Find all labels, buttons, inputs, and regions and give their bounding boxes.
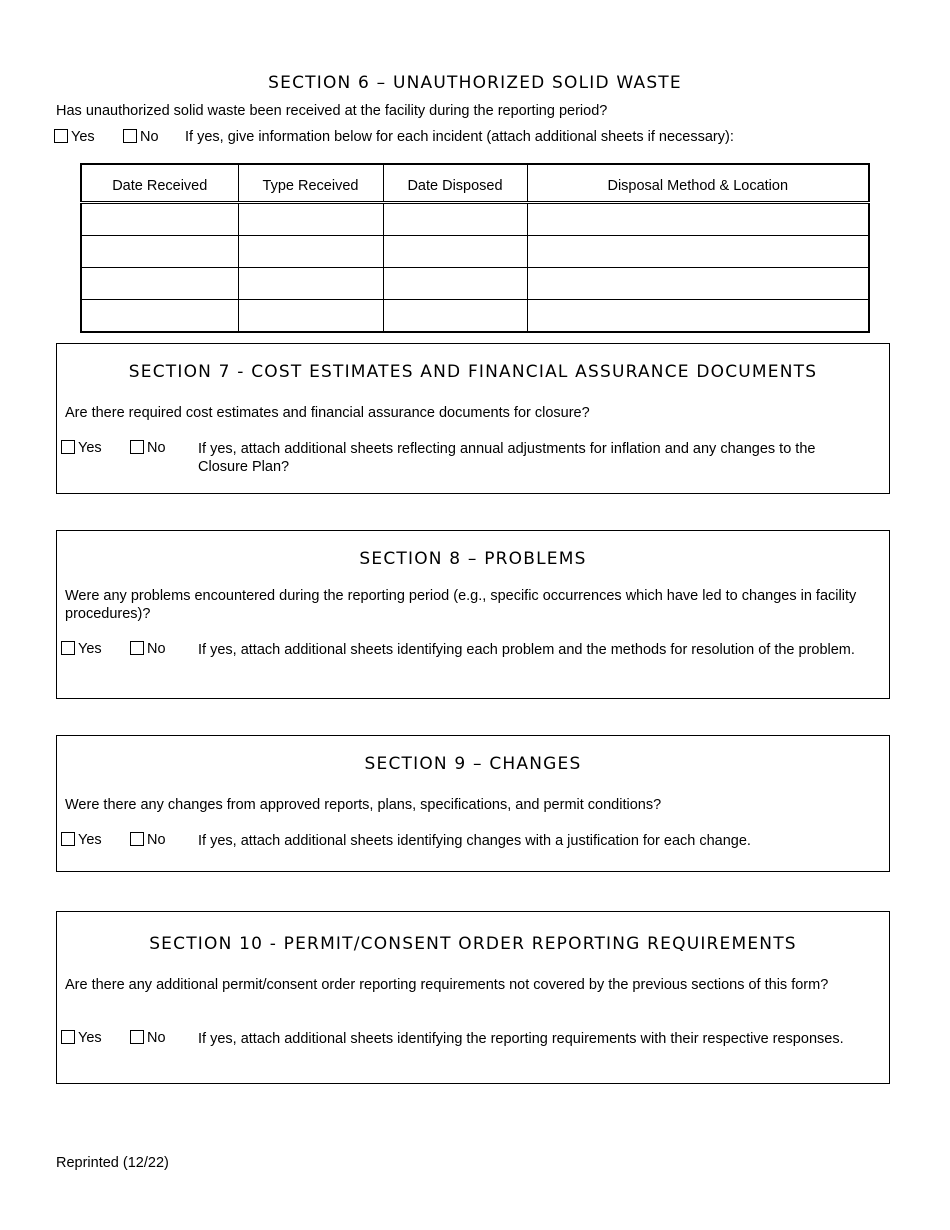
- section7-yes-option[interactable]: [61, 440, 102, 456]
- section9-note: If yes, attach additional sheets identifying changes with a justification for each change.: [198, 833, 751, 849]
- section8-yes-checkbox[interactable]: [61, 641, 75, 655]
- section7-yes-label: Yes: [78, 440, 102, 456]
- table-cell[interactable]: [527, 268, 869, 300]
- incident-table: [80, 163, 870, 333]
- section9-box: [56, 735, 890, 872]
- section9-question: Were there any changes from approved reports, plans, specifications, and permit conditions?: [65, 797, 662, 813]
- section7-no-option[interactable]: [130, 440, 166, 456]
- table-cell[interactable]: [383, 300, 527, 333]
- section10-yes-label: Yes: [78, 1030, 102, 1046]
- section8-yes-label: Yes: [78, 641, 102, 657]
- table-cell[interactable]: [238, 236, 383, 268]
- section8-no-option[interactable]: [130, 641, 166, 657]
- section6-no-checkbox[interactable]: [123, 129, 137, 143]
- section7-yes-checkbox[interactable]: [61, 440, 75, 454]
- section6-yes-label: Yes: [71, 129, 95, 145]
- table-row: [81, 268, 869, 300]
- section10-no-label: No: [147, 1030, 166, 1046]
- section9-no-label: No: [147, 832, 166, 848]
- table-cell[interactable]: [527, 236, 869, 268]
- section10-no-checkbox[interactable]: [130, 1030, 144, 1044]
- section9-title: SECTION 9 – CHANGES: [364, 754, 582, 774]
- section9-yes-option[interactable]: [61, 832, 102, 848]
- table-row: [81, 203, 869, 236]
- section6-note: If yes, give information below for each incident (attach additional sheets if necessary):: [185, 129, 734, 145]
- section9-no-option[interactable]: [130, 832, 166, 848]
- table-cell[interactable]: [81, 236, 238, 268]
- section6-no-label: No: [140, 129, 159, 145]
- section9-yes-checkbox[interactable]: [61, 832, 75, 846]
- column-header: Date Received: [81, 164, 238, 203]
- section9-yes-label: Yes: [78, 832, 102, 848]
- section8-question: Were any problems encountered during the reporting period (e.g., specific occurrences which have led to changes in facility procedures)?: [65, 588, 857, 622]
- table-cell[interactable]: [527, 300, 869, 333]
- section6-yes-option[interactable]: [54, 129, 95, 145]
- section6-title: SECTION 6 – UNAUTHORIZED SOLID WASTE: [268, 73, 682, 93]
- section10-yes-checkbox[interactable]: [61, 1030, 75, 1044]
- table-row: [81, 300, 869, 333]
- section10-note: If yes, attach additional sheets identifying the reporting requirements with their respective responses.: [198, 1031, 844, 1047]
- section8-note: If yes, attach additional sheets identifying each problem and the methods for resolution of the problem.: [198, 642, 855, 658]
- table-cell[interactable]: [383, 203, 527, 236]
- table-cell[interactable]: [81, 300, 238, 333]
- table-cell[interactable]: [81, 268, 238, 300]
- footer-reprint-date: Reprinted (12/22): [56, 1155, 169, 1171]
- section9-no-checkbox[interactable]: [130, 832, 144, 846]
- section7-note: If yes, attach additional sheets reflecting annual adjustments for inflation and any changes to the Closure Plan?: [198, 441, 816, 475]
- table-cell[interactable]: [238, 300, 383, 333]
- table-cell[interactable]: [383, 268, 527, 300]
- section8-title: SECTION 8 – PROBLEMS: [359, 549, 587, 569]
- section6-yes-checkbox[interactable]: [54, 129, 68, 143]
- section10-box: [56, 911, 890, 1084]
- table-cell[interactable]: [238, 203, 383, 236]
- table-row: [81, 236, 869, 268]
- section7-no-checkbox[interactable]: [130, 440, 144, 454]
- table-cell[interactable]: [527, 203, 869, 236]
- column-header: Date Disposed: [383, 164, 527, 203]
- section7-title: SECTION 7 - COST ESTIMATES AND FINANCIAL ASSURANCE DOCUMENTS: [128, 362, 818, 382]
- table-cell[interactable]: [383, 236, 527, 268]
- section10-no-option[interactable]: [130, 1030, 166, 1046]
- section8-no-checkbox[interactable]: [130, 641, 144, 655]
- section6-question: Has unauthorized solid waste been received at the facility during the reporting period?: [56, 103, 608, 119]
- table-cell[interactable]: [238, 268, 383, 300]
- section10-question: Are there any additional permit/consent order reporting requirements not covered by the previous sections of this form?: [65, 977, 829, 993]
- section10-yes-option[interactable]: [61, 1030, 102, 1046]
- section8-yes-option[interactable]: [61, 641, 102, 657]
- section7-box: [56, 343, 890, 494]
- section7-no-label: No: [147, 440, 166, 456]
- section7-question: Are there required cost estimates and financial assurance documents for closure?: [65, 405, 590, 421]
- section6-no-option[interactable]: [123, 129, 159, 145]
- section8-box: [56, 530, 890, 699]
- column-header: Disposal Method & Location: [527, 164, 869, 203]
- table-cell[interactable]: [81, 203, 238, 236]
- column-header: Type Received: [238, 164, 383, 203]
- section8-no-label: No: [147, 641, 166, 657]
- section10-title: SECTION 10 - PERMIT/CONSENT ORDER REPORTING REQUIREMENTS: [149, 934, 797, 954]
